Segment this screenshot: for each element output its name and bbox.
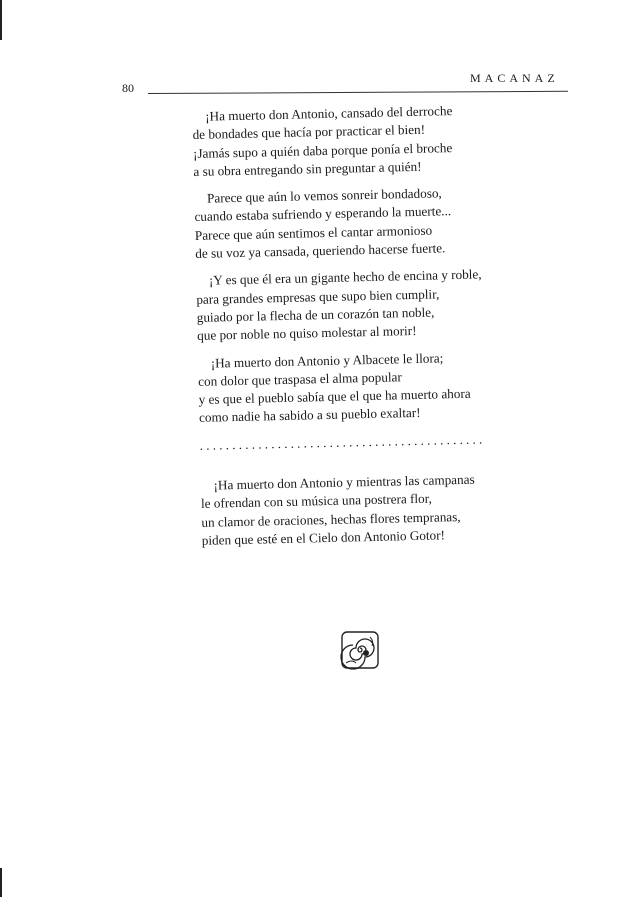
poem-line: ¡Ha muerto don Antonio, cansado del derroche [205,103,453,124]
poem-line: de su voz ya cansada, queriendo hacerse fuerte. [195,240,446,262]
poem-line: cuando estaba sufriendo y esperando la muerte... [194,203,452,225]
poem-line: para grandes empresas que supo bien cumplir, [196,286,440,307]
poem-line: ¡Ha muerto don Antonio y Albacete le llora; [210,349,444,371]
scan-edge-mark [0,0,2,40]
poem-line: Parece que aún lo vemos sonreir bondadoso, [206,185,442,206]
header-rule [148,91,568,94]
poem-line: ¡Ha muerto don Antonio y mientras las campanas [213,471,475,493]
stanza-4 [198,346,560,427]
stanza-2 [194,182,556,263]
poem-line: ¡Y es que él era un gigante hecho de encina y roble, [208,266,482,289]
spiral-rose-ornament-icon [340,630,380,670]
page-number: 80 [122,81,134,95]
stanza-1 [192,100,554,181]
poem-line: con dolor que traspasa el alma popular [198,369,402,389]
poem-line: piden que esté en el Cielo don Antonio Gotor! [201,527,446,548]
poem-line: a su obra entregando sin preguntar a quién! [193,158,422,179]
running-header: MACANAZ [470,71,559,85]
poem-body [192,100,562,559]
stanza-3 [196,264,558,345]
poem-line: Parece que aún sentimos el cantar armonioso [194,222,433,243]
ellipsis-separator: ............................................ [199,431,486,453]
poem-line: ¡Jamás supo a quién daba porque ponía el broche [192,139,453,161]
stanza-5 [200,469,562,550]
poem-line: y es que el pueblo sabía que el que ha muerto ahora [198,385,471,408]
poem-line: un clamor de oraciones, hechas flores tempranas, [201,508,461,530]
scan-edge-mark [0,868,2,897]
poem-line: le ofrendan con su música una postrera flor, [200,491,432,512]
poem-line: de bondades que hacía por practicar el bien! [192,122,426,143]
poem-line: como nadie ha sabido a su pueblo exaltar! [198,405,421,426]
poem-line: guiado por la flecha de un corazón tan noble, [196,304,435,325]
poem-line: que por noble no quiso molestar al morir! [196,323,417,344]
